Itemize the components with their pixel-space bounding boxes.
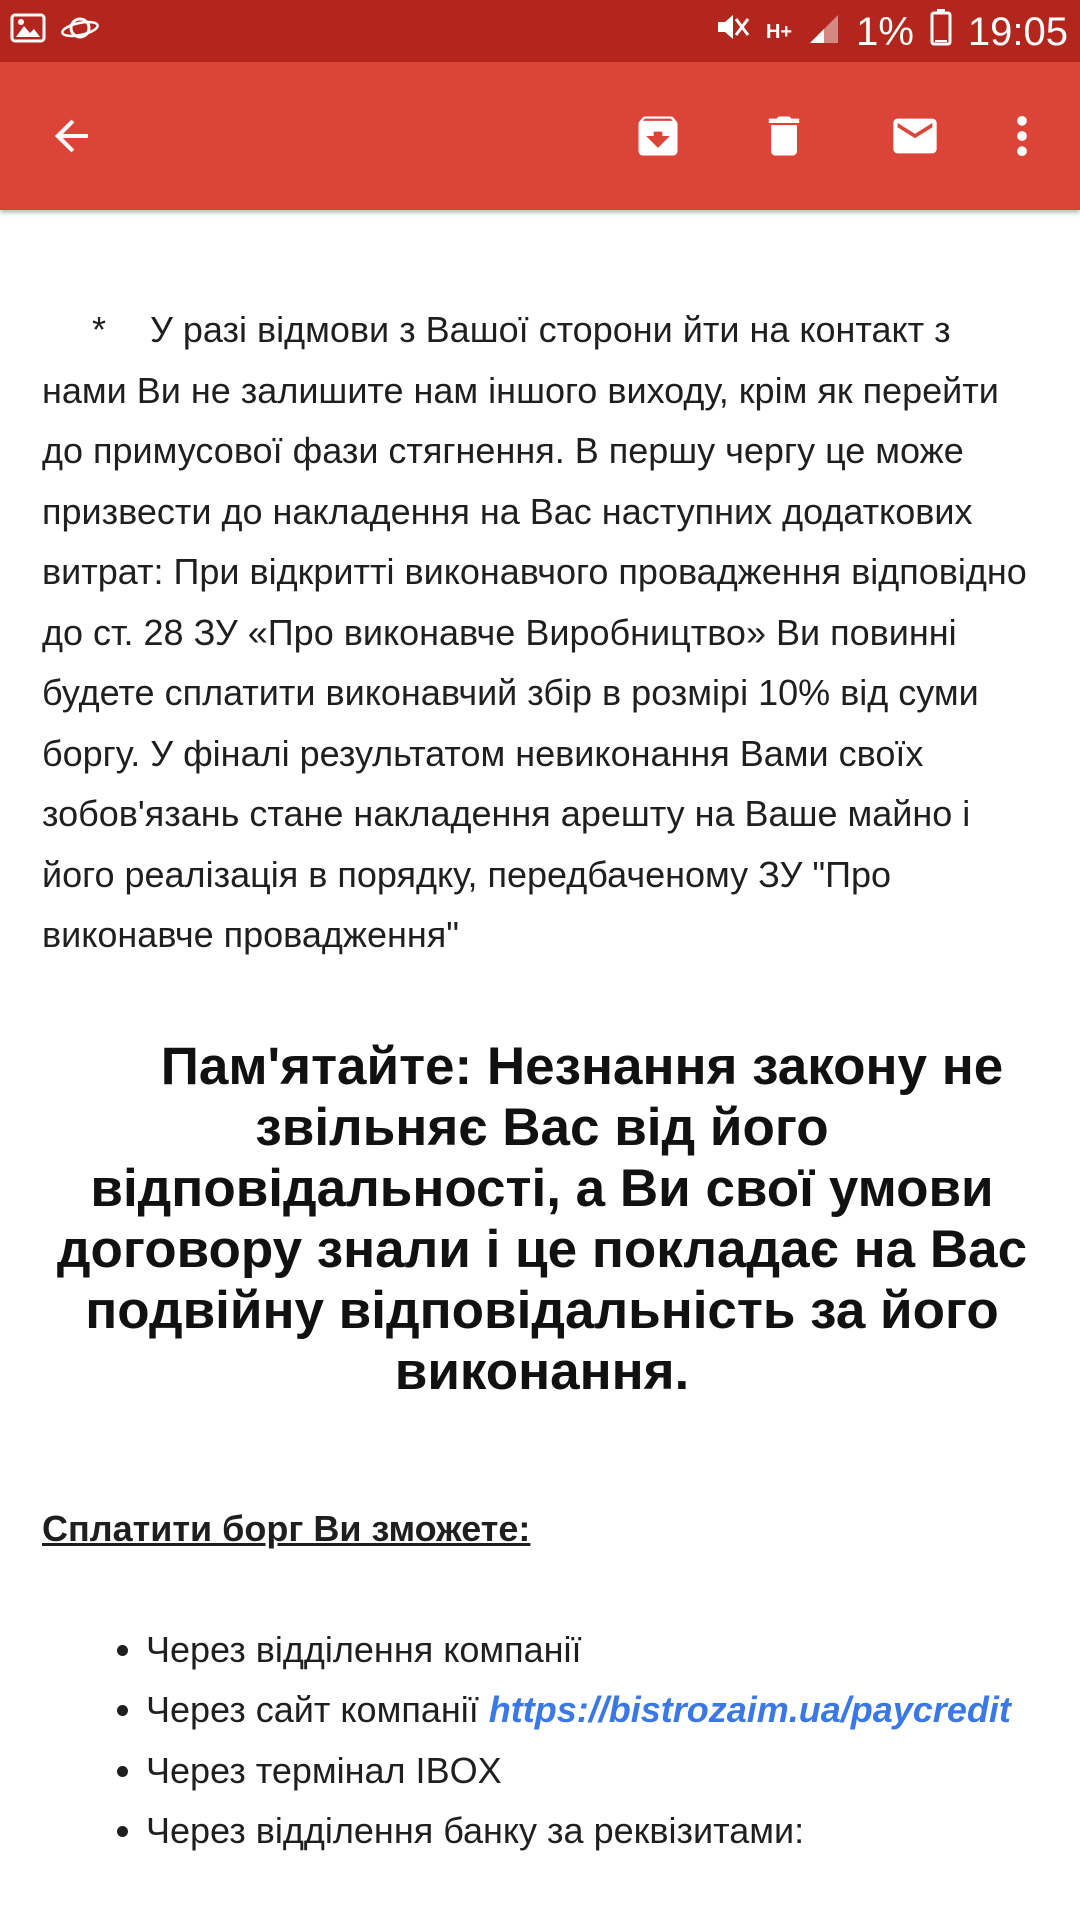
email-toolbar xyxy=(0,62,1080,210)
mail-icon[interactable] xyxy=(880,104,950,168)
list-item: • Через відділення банку за реквізитами: xyxy=(146,1801,1042,1862)
network-type: H+ xyxy=(765,20,793,43)
email-body xyxy=(42,300,1042,1862)
trash-icon[interactable] xyxy=(752,104,816,168)
battery-percent: 1% xyxy=(856,9,914,54)
saturn-icon xyxy=(60,12,100,49)
paragraph-text: У разі відмови з Вашої сторони йти на контакт з нами Ви не залишите нам іншого виходу, крім як перейти до примусової фази стягнення. В першу чергу це може призвести до накладення на Вас наступних додаткових витрат: При відкритті виконавчого провадження відповідно до ст. 28 ЗУ «Про виконавче Виробництво» Ви повинні будете сплатити виконавчий збір в розмірі 10% від суми боргу. У фіналі результатом невиконання Вами своїх зобов'язань стане накладення арешту на Ваше майно і його реалізація в порядку, передбаченому ЗУ "Про виконавче провадження" xyxy=(42,309,1027,955)
clock: 19:05 xyxy=(967,9,1068,54)
archive-icon[interactable] xyxy=(626,104,690,168)
warning-heading xyxy=(42,1036,1042,1402)
mute-icon xyxy=(714,9,750,55)
status-bar xyxy=(0,0,1080,62)
paycredit-link[interactable]: https://bistrozaim.ua/paycredit xyxy=(488,1689,1011,1730)
gallery-icon xyxy=(10,12,46,49)
payment-methods-list xyxy=(42,1620,1042,1862)
signal-icon xyxy=(808,10,840,55)
list-item: • Через термінал IBOX xyxy=(146,1741,1042,1802)
battery-icon xyxy=(930,8,952,56)
paragraph-marker: * xyxy=(92,309,107,350)
collection-paragraph xyxy=(42,300,1042,966)
list-item: • Через відділення компанії xyxy=(146,1620,1042,1681)
list-item: • Через сайт компанії https://bistrozaim.ua/paycredit xyxy=(146,1680,1042,1741)
payment-title: Сплатити борг Ви зможете: xyxy=(42,1507,531,1549)
more-vert-icon[interactable] xyxy=(990,104,1054,168)
arrow-back-icon[interactable] xyxy=(40,104,104,168)
warning-text: Пам'ятайте: Незнання закону не звільняє Вас від його відповідальності, а Ви свої умови договору знали і це покладає на Вас подвійну відповідальність за його виконання. xyxy=(56,1036,1028,1401)
